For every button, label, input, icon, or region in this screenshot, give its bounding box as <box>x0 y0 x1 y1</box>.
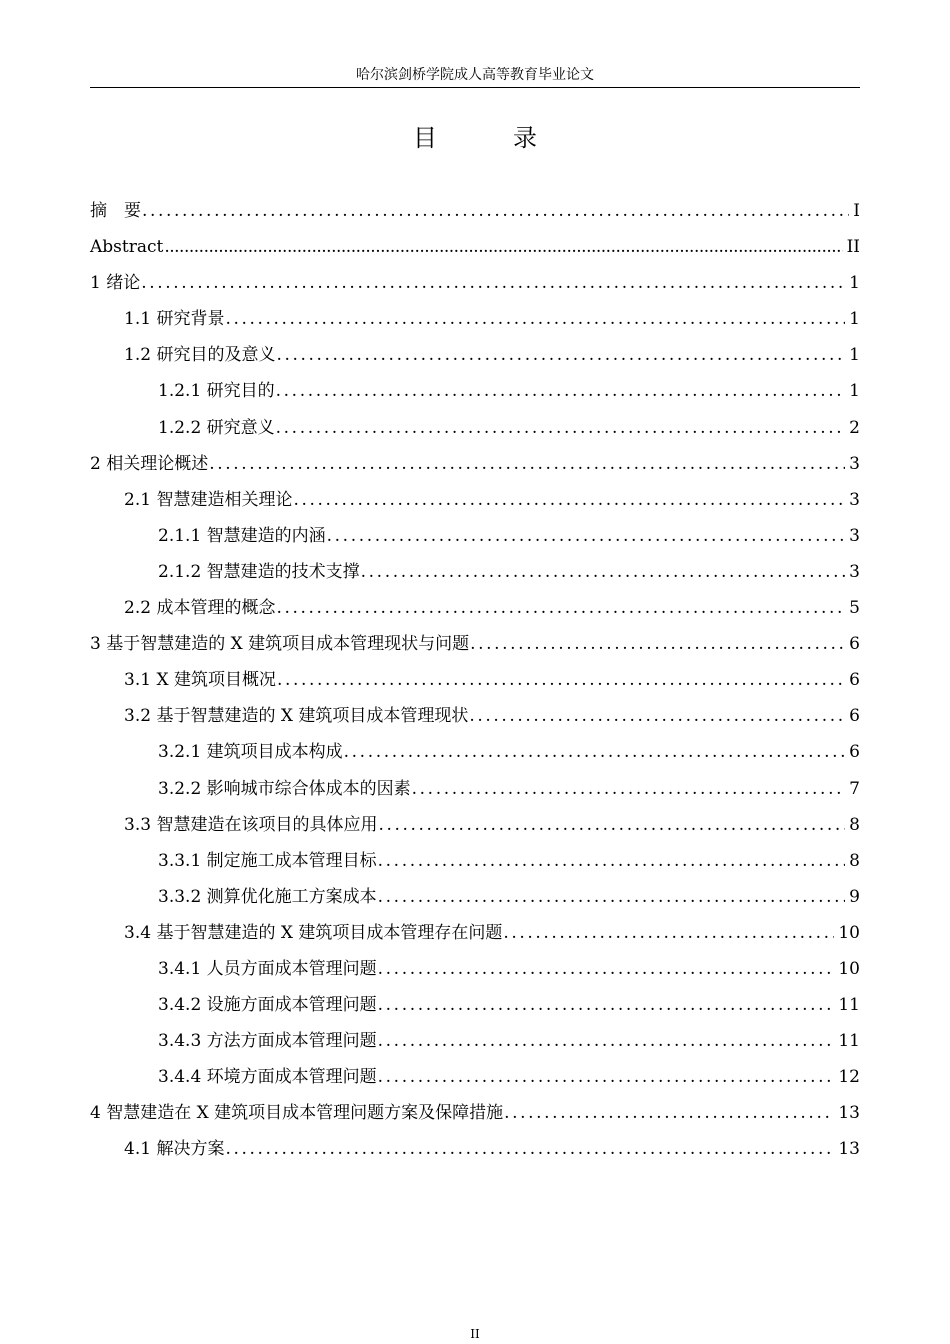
toc-entry-label: 3.2.2 影响城市综合体成本的因素 <box>158 778 411 799</box>
dot-leader <box>378 843 846 879</box>
dot-leader <box>209 446 845 482</box>
dot-leader <box>276 373 846 409</box>
toc-entry-page: II <box>846 237 860 258</box>
toc-entry-page: 8 <box>849 814 860 835</box>
toc-entry-label: 2 相关理论概述 <box>90 453 209 474</box>
dot-leader <box>276 590 845 626</box>
toc-entry-abstract-en[interactable] <box>90 229 860 265</box>
toc-entry-3-2[interactable] <box>90 698 860 734</box>
toc-entry-label: 3.3.2 测算优化施工方案成本 <box>158 886 377 907</box>
dot-leader <box>378 951 835 987</box>
dot-leader <box>164 229 842 265</box>
toc-entry-page: I <box>853 201 860 221</box>
toc-entry-label: 3.4 基于智慧建造的 X 建筑项目成本管理存在问题 <box>124 922 503 943</box>
dot-leader <box>344 734 846 770</box>
toc-entry-page: 6 <box>849 706 860 727</box>
dot-leader <box>412 771 846 807</box>
table-of-contents <box>90 193 860 1168</box>
toc-entry-page: 5 <box>849 598 860 619</box>
toc-entry-3-3-1[interactable] <box>90 843 860 879</box>
toc-entry-label: 1.2.1 研究目的 <box>158 381 275 402</box>
toc-entry-page: 13 <box>838 1103 860 1124</box>
dot-leader <box>276 337 845 373</box>
toc-entry-2[interactable] <box>90 446 860 482</box>
dot-leader <box>276 410 846 446</box>
toc-entry-3-3[interactable] <box>90 807 860 843</box>
toc-entry-1-2-1[interactable] <box>90 373 860 409</box>
dot-leader <box>378 807 845 843</box>
toc-entry-label: 3.3.1 制定施工成本管理目标 <box>158 850 377 871</box>
toc-entry-page: 1 <box>849 381 860 402</box>
toc-entry-page: 6 <box>849 634 860 655</box>
toc-entry-label: 3 基于智慧建造的 X 建筑项目成本管理现状与问题 <box>90 634 470 655</box>
toc-entry-abstract-cn[interactable] <box>90 193 860 229</box>
toc-entry-label: 1.2.2 研究意义 <box>158 417 275 438</box>
toc-entry-3-2-2[interactable] <box>90 771 860 807</box>
toc-entry-page: 7 <box>849 778 860 799</box>
toc-entry-label: 1 绪论 <box>90 273 141 294</box>
dot-leader <box>225 1131 834 1167</box>
toc-entry-page: 10 <box>838 922 860 943</box>
toc-entry-2-1-2[interactable] <box>90 554 860 590</box>
toc-entry-3[interactable] <box>90 626 860 662</box>
header-rule <box>90 87 860 88</box>
toc-entry-2-1[interactable] <box>90 482 860 518</box>
toc-entry-label: 4.1 解决方案 <box>124 1139 225 1160</box>
toc-entry-4[interactable] <box>90 1095 860 1131</box>
toc-entry-3-3-2[interactable] <box>90 879 860 915</box>
dot-leader <box>225 301 845 337</box>
toc-entry-page: 1 <box>849 273 860 294</box>
dot-leader <box>378 1059 835 1095</box>
dot-leader <box>504 1095 834 1131</box>
toc-entry-label: 3.4.4 环境方面成本管理问题 <box>158 1067 377 1088</box>
toc-entry-label: 1.1 研究背景 <box>124 309 225 330</box>
toc-entry-label: 3.4.1 人员方面成本管理问题 <box>158 958 377 979</box>
toc-entry-2-2[interactable] <box>90 590 860 626</box>
dot-leader <box>293 482 845 518</box>
toc-entry-1-1[interactable] <box>90 301 860 337</box>
toc-entry-label: 3.1 X 建筑项目概况 <box>124 670 276 691</box>
dot-leader <box>378 879 846 915</box>
toc-entry-label: 2.2 成本管理的概念 <box>124 598 276 619</box>
dot-leader <box>503 915 834 951</box>
toc-entry-3-4-1[interactable] <box>90 951 860 987</box>
toc-entry-label: 2.1.2 智慧建造的技术支撑 <box>158 561 360 582</box>
toc-entry-label: 3.4.3 方法方面成本管理问题 <box>158 1031 377 1052</box>
toc-entry-label: 3.4.2 设施方面成本管理问题 <box>158 995 377 1016</box>
toc-entry-3-4-3[interactable] <box>90 1023 860 1059</box>
toc-entry-3-4[interactable] <box>90 915 860 951</box>
dot-leader <box>361 554 846 590</box>
toc-entry-page: 12 <box>838 1067 860 1088</box>
toc-entry-page: 2 <box>849 417 860 438</box>
toc-entry-1[interactable] <box>90 265 860 301</box>
toc-entry-2-1-1[interactable] <box>90 518 860 554</box>
toc-entry-page: 10 <box>838 958 860 979</box>
dot-leader <box>277 662 845 698</box>
toc-entry-page: 11 <box>838 995 860 1016</box>
toc-entry-page: 3 <box>849 561 860 582</box>
dot-leader <box>141 265 845 301</box>
toc-entry-3-4-4[interactable] <box>90 1059 860 1095</box>
toc-entry-page: 8 <box>849 850 860 871</box>
toc-entry-4-1[interactable] <box>90 1131 860 1167</box>
dot-leader <box>470 626 845 662</box>
toc-entry-label: 2.1 智慧建造相关理论 <box>124 489 293 510</box>
dot-leader <box>469 698 845 734</box>
dot-leader <box>142 193 849 229</box>
page-header: 哈尔滨剑桥学院成人高等教育毕业论文 <box>356 67 594 83</box>
toc-title: 目 录 <box>413 124 563 152</box>
toc-entry-label: 3.3 智慧建造在该项目的具体应用 <box>124 814 378 835</box>
toc-entry-3-4-2[interactable] <box>90 987 860 1023</box>
toc-entry-label: 3.2 基于智慧建造的 X 建筑项目成本管理现状 <box>124 706 469 727</box>
toc-entry-label: Abstract <box>90 237 164 258</box>
toc-entry-page: 1 <box>849 345 860 366</box>
toc-entry-label: 3.2.1 建筑项目成本构成 <box>158 742 343 763</box>
toc-entry-label: 2.1.1 智慧建造的内涵 <box>158 525 326 546</box>
dot-leader <box>378 1023 835 1059</box>
toc-entry-label: 1.2 研究目的及意义 <box>124 345 276 366</box>
toc-entry-page: 11 <box>838 1031 860 1052</box>
toc-entry-page: 6 <box>849 670 860 691</box>
toc-entry-page: 3 <box>849 453 860 474</box>
toc-entry-1-2[interactable] <box>90 337 860 373</box>
toc-entry-page: 6 <box>849 742 860 763</box>
page-number: II <box>470 1327 480 1341</box>
toc-entry-page: 13 <box>838 1139 860 1160</box>
toc-entry-3-2-1[interactable] <box>90 734 860 770</box>
toc-entry-page: 1 <box>849 309 860 330</box>
toc-entry-label: 摘 要 <box>90 201 141 221</box>
toc-entry-page: 9 <box>849 886 860 907</box>
dot-leader <box>378 987 835 1023</box>
toc-entry-3-1[interactable] <box>90 662 860 698</box>
dot-leader <box>327 518 846 554</box>
toc-entry-page: 3 <box>849 525 860 546</box>
toc-entry-1-2-2[interactable] <box>90 410 860 446</box>
toc-entry-label: 4 智慧建造在 X 建筑项目成本管理问题方案及保障措施 <box>90 1103 504 1124</box>
toc-entry-page: 3 <box>849 489 860 510</box>
